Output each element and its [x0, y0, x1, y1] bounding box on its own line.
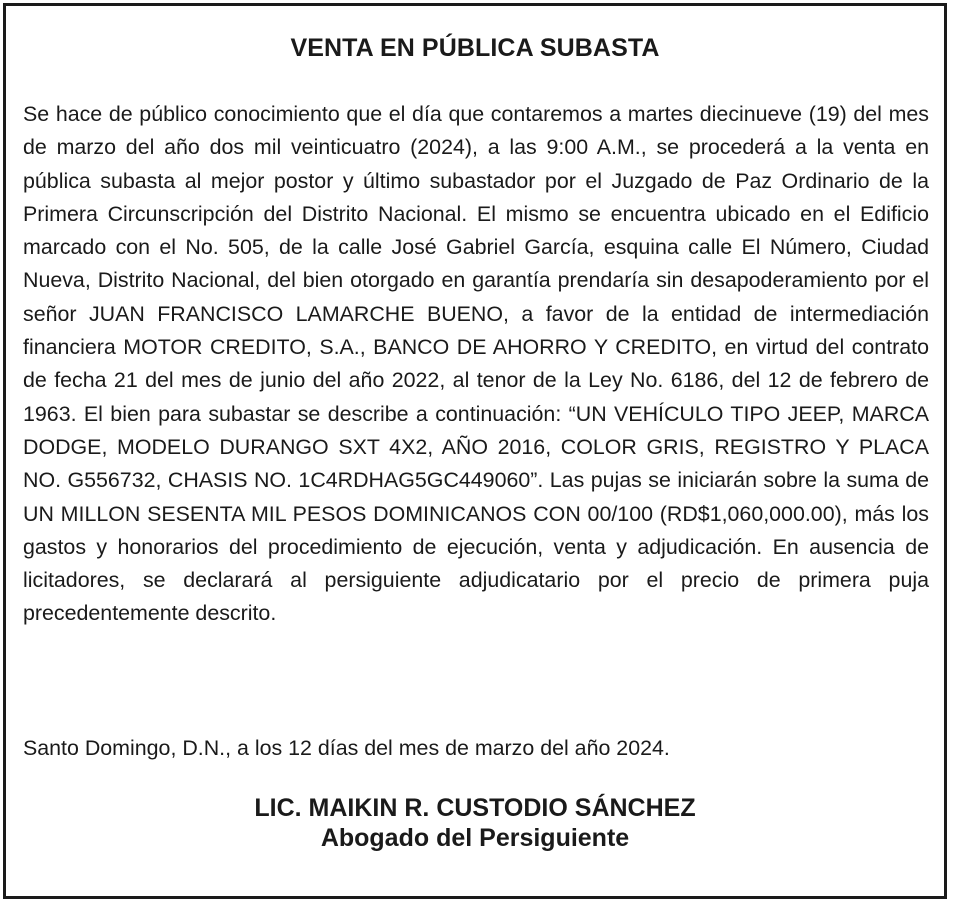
auction-notice: [3, 3, 947, 899]
notice-title: VENTA EN PÚBLICA SUBASTA: [290, 34, 660, 62]
place-and-date: Santo Domingo, D.N., a los 12 días del mes de marzo del año 2024.: [23, 736, 670, 760]
notice-body: Se hace de público conocimiento que el día que contaremos a martes diecinueve (19) del mes de marzo del año dos mil veinticuatro (2024), a las 9:00 A.M., se procederá a la venta en pública subasta al mejor postor y último subastador por el Juzgado de Paz Ordinario de la Primera Circunscripción del Distrito Nacional. El mismo se encuentra ubicado en el Edificio marcado con el No. 505, de la calle José Gabriel García, esquina calle El Número, Ciudad Nueva, Distrito Nacional, del bien otorgado en garantía prendaría sin desapoderamiento por el señor JUAN FRANCISCO LAMARCHE BUENO, a favor de la entidad de intermediación financiera MOTOR CREDITO, S.A., BANCO DE AHORRO Y CREDITO, en virtud del contrato de fecha 21 del mes de junio del año 2022, al tenor de la Ley No. 6186, del 12 de febrero de 1963. El bien para subastar se describe a continuación: “UN VEHÍCULO TIPO JEEP, MARCA DODGE, MODELO DURANGO SXT 4X2, AÑO 2016, COLOR GRIS, REGISTRO Y PLACA NO. G556732, CHASIS NO. 1C4RDHAG5GC449060”. Las pujas se iniciarán sobre la suma de UN MILLON SESENTA MIL PESOS DOMINICANOS CON 00/100 (RD$1,060,000.00), más los gastos y honorarios del procedimiento de ejecución, venta y adjudicación. En ausencia de licitadores, se declarará al persiguiente adjudicatario por el precio de primera puja precedentemente descrito.: [23, 102, 929, 626]
signature-block: [6, 793, 944, 853]
signatory-name: LIC. MAIKIN R. CUSTODIO SÁNCHEZ: [254, 794, 696, 822]
signatory-role: Abogado del Persiguiente: [320, 824, 630, 852]
